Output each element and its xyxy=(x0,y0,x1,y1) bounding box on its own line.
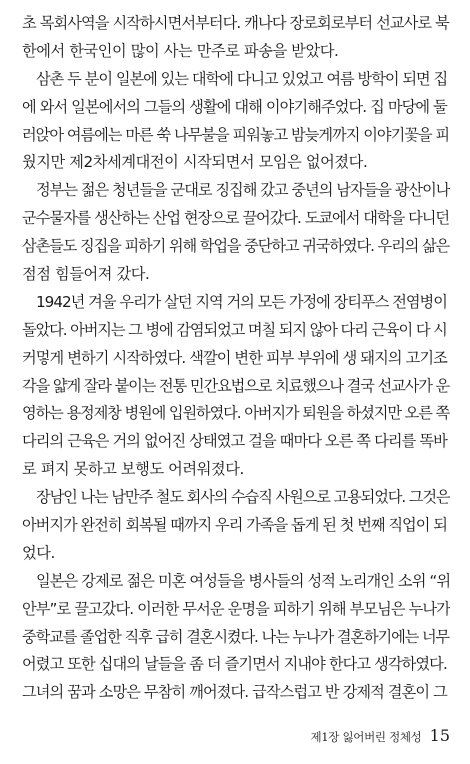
text-line: 었다. xyxy=(22,543,55,562)
page-footer xyxy=(310,726,450,745)
text-line: 각을 얇게 잘라 붙이는 전통 민간요법으로 치료했으나 결국 선교사가 운 xyxy=(22,376,450,395)
text-line: 커멓게 변하기 시작하였다. 색깔이 변한 피부 부위에 생 돼지의 고기조 xyxy=(22,348,447,367)
text-line: 안부”로 끌고갔다. 이러한 무서운 운명을 피하기 위해 부모님은 누나가 xyxy=(22,599,450,618)
text-line: 한에서 한국인이 많이 사는 만주로 파송을 받았다. xyxy=(22,41,339,60)
text-line: 일본은 강제로 젊은 미혼 여성들을 병사들의 성적 노리개인 소위 “위 xyxy=(36,571,450,590)
text-line: 장남인 나는 남만주 철도 회사의 수습직 사원으로 고용되었다. 그것은 xyxy=(36,488,450,507)
text-line: 에 와서 일본에서의 그들의 생활에 대해 이야기해주었다. 집 마당에 둘 xyxy=(22,97,447,116)
text-line: 1942년 겨울 우리가 살던 지역 거의 모든 가정에 장티푸스 전염병이 xyxy=(36,292,447,311)
text-line: 영하는 용정제창 병원에 입원하였다. 아버지가 퇴원을 하셨지만 오른 쪽 xyxy=(22,404,450,423)
text-line: 돌았다. 아버지는 그 병에 감염되었고 며칠 되지 않아 다리 근육이 다 시 xyxy=(22,320,447,339)
body-text xyxy=(22,10,450,707)
text-line: 다리의 근육은 거의 없어진 상태였고 걸을 때마다 오른 쪽 다리를 똑바 xyxy=(22,432,447,451)
text-line: 삼촌들도 징집을 피하기 위해 학업을 중단하고 귀국하였다. 우리의 삶은 xyxy=(22,237,450,256)
text-line: 중학교를 졸업한 직후 급히 결혼시켰다. 나는 누나가 결혼하기에는 너무 xyxy=(22,627,450,646)
text-line: 정부는 젊은 청년들을 군대로 징집해 갔고 중년의 남자들을 광산이나 xyxy=(36,181,450,200)
text-line: 웠지만 제2차세계대전이 시작되면서 모임은 없어졌다. xyxy=(22,153,368,172)
text-line: 그녀의 꿈과 소망은 무참히 깨어졌다. 급작스럽고 반 강제적 결혼이 그 xyxy=(22,683,447,702)
text-line: 어렸고 또한 십대의 날들을 좀 더 즐기면서 지내야 한다고 생각하였다. xyxy=(22,655,447,674)
chapter-title: 제1장 잃어버린 정체성 xyxy=(310,730,422,744)
text-line: 점점 힘들어져 갔다. xyxy=(22,265,150,284)
text-line: 로 펴지 못하고 보행도 어려워졌다. xyxy=(22,460,244,479)
text-line: 아버지가 완전히 회복될 때까지 우리 가족을 돕게 된 첫 번째 직업이 되 xyxy=(22,516,447,535)
text-line: 초 목회사역을 시작하시면서부터다. 캐나다 장로회로부터 선교사로 북 xyxy=(22,14,449,32)
page-number: 15 xyxy=(429,726,450,745)
text-line: 러앉아 여름에는 마른 쑥 나무불을 피워놓고 밤늦게까지 이야기꽃을 피 xyxy=(22,125,450,144)
text-line: 군수물자를 생산하는 산업 현장으로 끌어갔다. 도쿄에서 대학을 다니던 xyxy=(22,209,450,228)
text-line: 삼촌 두 분이 일본에 있는 대학에 다니고 있었고 여름 방학이 되면 집 xyxy=(36,69,448,88)
